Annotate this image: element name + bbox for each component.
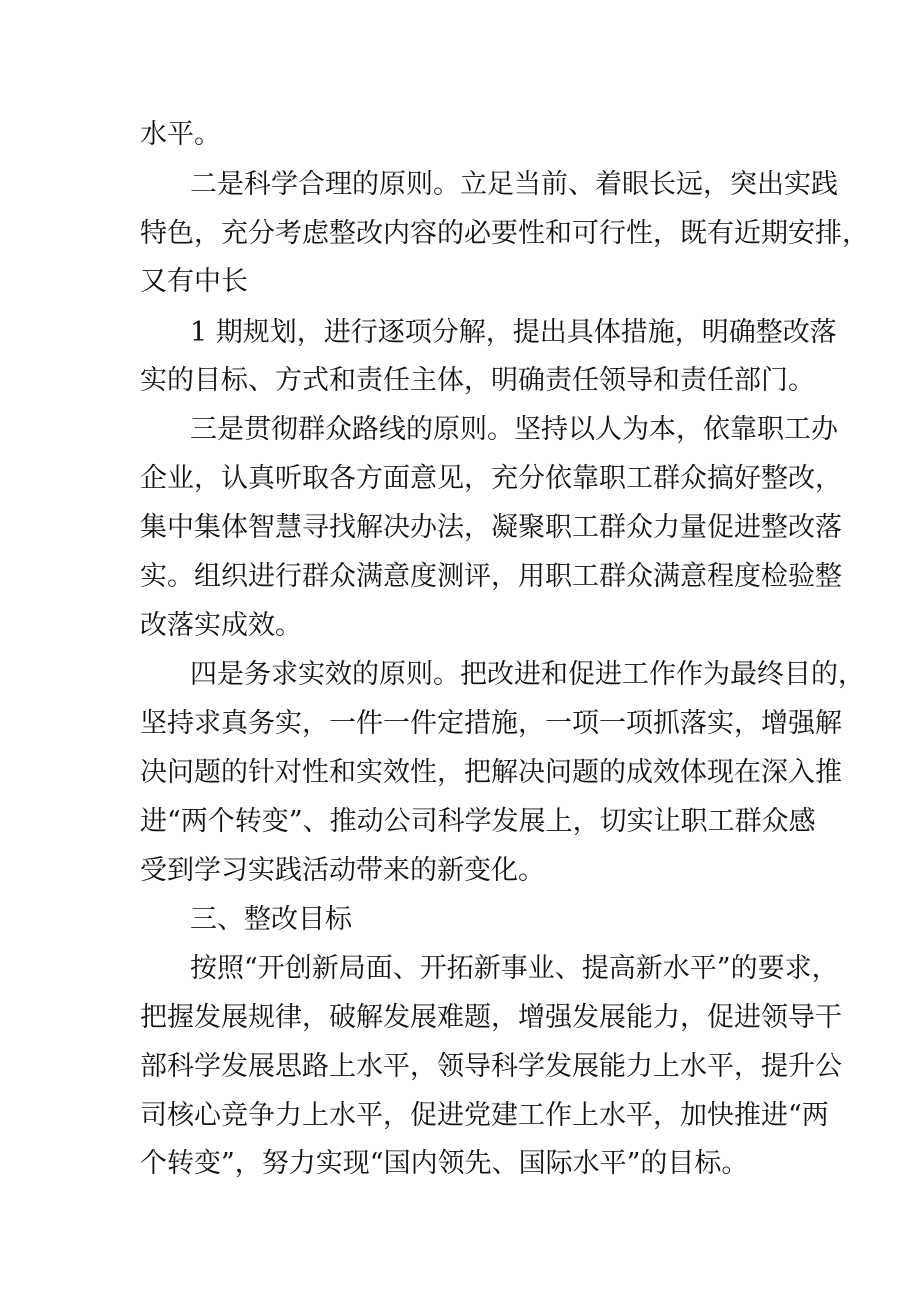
paragraph-heading-fourth-principle: 四是务求实效的原则。把改进和促进工作作为最终目的， [190, 659, 865, 690]
text-line: 实的目标、方式和责任主体，明确责任领导和责任部门。 [140, 365, 815, 396]
text-line: 决问题的针对性和实效性，把解决问题的成效体现在深入推 [140, 757, 842, 788]
section-heading-goals: 三、整改目标 [190, 904, 352, 935]
text-line: 1 期规划，进行逐项分解，提出具体措施，明确整改落 [190, 317, 837, 348]
text-line: 进“两个转变”、推动公司科学发展上，切实让职工群众感 [140, 806, 816, 837]
text-line: 把握发展规律，破解发展难题，增强发展能力，促进领导干 [140, 1002, 842, 1033]
text-line: 部科学发展思路上水平，领导科学发展能力上水平，提升公 [140, 1051, 842, 1082]
text-line: 又有中长 [140, 266, 248, 297]
text-line: 企业，认真听取各方面意见，充分依靠职工群众搞好整改， [140, 463, 842, 494]
text-line: 司核心竞争力上水平，促进党建工作上水平，加快推进“两 [140, 1100, 829, 1131]
text-line: 按照“开创新局面、开拓新事业、提高新水平”的要求， [190, 953, 839, 984]
text-line: 个转变”，努力实现“国内领先、国际水平”的目标。 [140, 1148, 749, 1179]
text-line: 受到学习实践活动带来的新变化。 [140, 855, 545, 886]
text-line: 坚持求真务实，一件一件定措施，一项一项抓落实，增强解 [140, 708, 842, 739]
text-line: 改落实成效。 [140, 610, 302, 641]
text-line: 水平。 [140, 119, 221, 150]
paragraph-heading-third-principle: 三是贯彻群众路线的原则。坚持以人为本，依靠职工办 [190, 414, 838, 445]
text-line: 实。组织进行群众满意度测评，用职工群众满意程度检验整 [140, 561, 842, 592]
paragraph-heading-second-principle: 二是科学合理的原则。立足当前、着眼长远，突出实践 [190, 169, 838, 200]
text-line: 集中集体智慧寻找解决办法，凝聚职工群众力量促进整改落 [140, 512, 842, 543]
text-line: 特色，充分考虑整改内容的必要性和可行性，既有近期安排， [140, 218, 869, 249]
